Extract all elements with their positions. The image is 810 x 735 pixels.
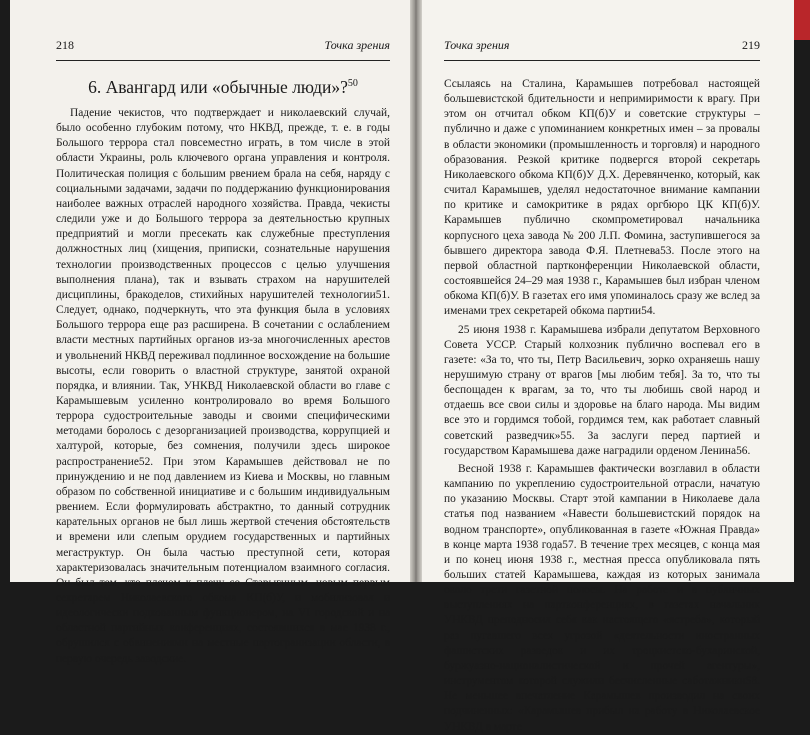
left-running-title: Точка зрения — [324, 38, 390, 52]
right-paragraph-2: 25 июня 1938 г. Карамышева избрали депутатом Верховного Совета УССР. Старый колхозник публично воспевал его в газете: «За то, что ты, Петр Васильевич, зорко охраняешь нашу нерушимую страну от врагов [мы любим тебя]. За то, что ты беспощаден к врагам, за то, что ты любишь свой народ и отдаешь все свои силы и здоровье на благо народа. Мы видим все это и гордимся тобой, гордимся тем, как работает славный советский разведчик»55. За заслуги перед партией и государством Карамышева даже наградили орденом Ленина56. — [444, 323, 760, 457]
book-gutter — [410, 0, 422, 582]
right-running-head — [444, 38, 760, 60]
left-page-number: 218 — [56, 38, 74, 52]
right-page-number: 219 — [742, 38, 760, 52]
right-page — [422, 0, 794, 733]
section-heading-text: 6. Авангард или «обычные люди»? — [88, 77, 348, 97]
right-page-body — [444, 77, 760, 733]
section-heading — [56, 77, 390, 98]
right-paragraph-1: Ссылаясь на Сталина, Карамышев потребовал настоящей большевистской бдительности и непримиримости к врагу. При этом он отчитал обком КП(б)У и советские структуры – публично и даже с упоминанием конкретных имен – за провалы в области экономики (промышленность и торговля) и народного образования. Резкой критике подвергся второй секретарь Николаевского обкома КП(б)У Д.Х. Деревянченко, который, как считал Карамышев, уделял недостаточное внимание кампании по критике и самокритике в рядах оргбюро ЦК КП(б)У. Карамышев публично скомпрометировал начальника корпусного цеха завода № 200 Л.П. Фомина, заступившегося за бывшего директора завода Ф.Я. Плетнева53. После этого на первой областной партконференции Николаевской области, состоявшейся 24–29 мая 1938 г., Карамышев был избран членом обкома КП(б)У. В газетах его имя упоминалось сразу же вслед за именами трех секретарей обкома партии54. — [444, 78, 760, 318]
right-header-rule — [444, 60, 760, 61]
right-paragraph-3: Весной 1938 г. Карамышев фактически возглавил в области кампанию по укреплению судостроительной отрасли, начатую по указанию Москвы. Старт этой кампании в Николаеве дала статья под названием «Навести большевистский порядок на водном транспорте», опубликованная в газете «Южная Правда» в конце марта 1938 года57. В течение трех месяцев, с конца мая и по конец июня 1938 г., местная пресса опубликовала пять больших статей Карамышева, каждая из которых занимала около трети газетной полосы. На работе и в публичных выступлениях на партконференциях, в газетах начальник УНКВД преподносил себя как настоящего «ястреба», который раз пугавшего всех угрозой «деятельности иностранных фашистских разведок и их троцкистско-бухаринской, буржуазно-националистической и прочей агентуры», инструментом которой служили бесчисленные саботажники58. Не меньшее впечатление Карамышев производил на своих подчиненных: «Карамышев прибыл на работу в Николаевское УНКВД в марте — [444, 462, 760, 733]
left-running-head — [56, 38, 390, 60]
section-heading-footnote-ref: 50 — [347, 78, 358, 90]
left-header-rule — [56, 60, 390, 61]
left-paragraph-1: Падение чекистов, что подтверждает и николаевский случай, было особенно глубоким потому, что НКВД, прежде, т. е. в годы Большого террора стал повсеместно играть, в том числе в этой области Украины, роль ключевого органа управления и контроля. Политическая полиция с большим рвением брала на себя, наряду с социальными задачами, задачи по поддержанию функционирования наиболее важных отраслей народного хозяйства. Правда, чекисты следили уже и до Большого террора за деятельностью крупных предприятий и могли пресекать как служебные преступления должностных лиц (хищения, приписки, сознательные нарушения технологии производственных процессов с целью улучшения выполнения плана), так и взывать страхом на нарушителей дисциплины, бракоделов, стихийных нарушителей технологии51. Следует, однако, подчеркнуть, что эта функция была в условиях Большого террора еще раз расширена. В сочетании с ослаблением власти местных партийных органов из-за многочисленных арестов и увольнений НКВД переживал подлинное восхождение на большие высоты, если говорить о властной структуре, занятой охраной порядка, и влиянии. Так, УНКВД Николаевской области во главе с Карамышевым усиленно контролировало во время Большого террора судостроительные заводы и своими специфическими методами боролось с дезорганизацией производства, коррупцией и халтурой, которые, без сомнения, получили здесь широкое распространение52. При этом Карамышев действовал не по принуждению и не под давлением из Киева и Москвы, но главным образом по собственной инициативе и с большим индивидуальным рвением. Если формулировать абстрактно, то данный сотрудник карательных органов не был лишь жертвой стечения обстоятельств и времени или слепым орудием государственных и партийных мегаструктур. Он была частью преступной сети, которая характеризовалась значительным потенциалом взаимного согласия. Он был тем, кто плечом к плечу со Старыгиным, новым первым секретарем Николаевского обкома КП(б)У, и мобилизовал и идеологически подкованным функционером, на VI городской и на областной партийных конференциях, состоявшихся в мае 1938 г., обрушился с обвинениями на местные партогранизации области, в первую очередь заводские. — [56, 107, 390, 665]
left-page-body — [56, 106, 390, 665]
left-page — [10, 0, 410, 665]
book-spread — [10, 0, 792, 733]
right-running-title: Точка зрения — [444, 38, 510, 52]
